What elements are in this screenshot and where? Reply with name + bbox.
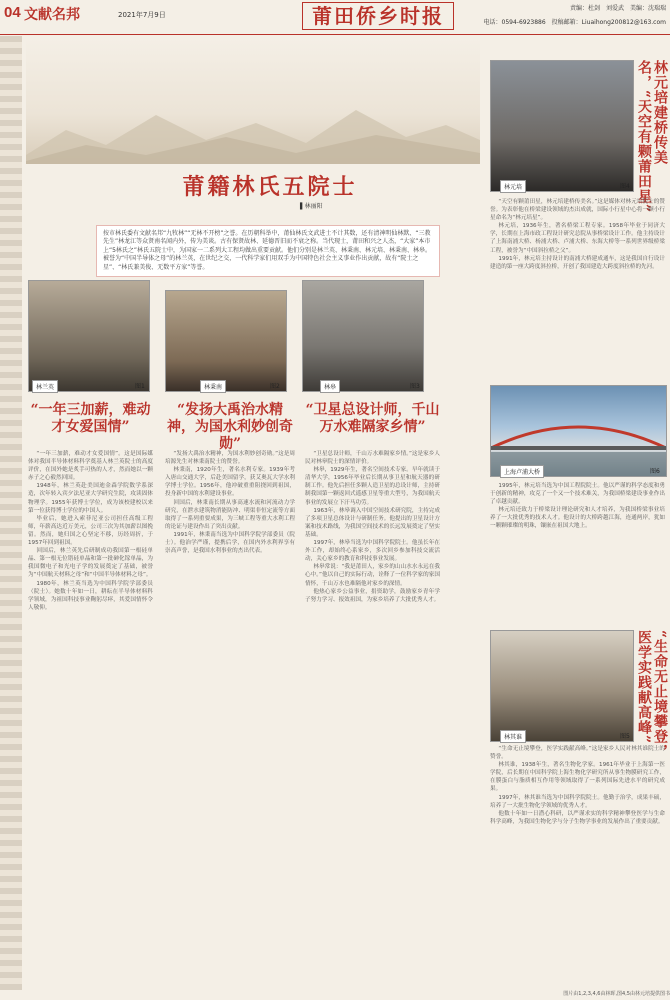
caption-bridge: 上海卢浦大桥 (500, 465, 544, 478)
headline-lin-qishui: “生命无止境攀登，医学实践献高峰” (636, 630, 668, 760)
headline-lin-gao: “卫星总设计师，千山万水难隔家乡情” (305, 402, 440, 435)
article-title: 莆籍林氏五院士 (182, 174, 358, 200)
article-byline: ▌林丽阳 (300, 203, 323, 210)
fig-1: 图1 (135, 383, 145, 390)
caption-lin-yuanpei: 林元培 (500, 180, 526, 193)
body-lin-qishui: “生命无止境攀登，医学实践献高峰。”这是家乡人民对林其谁院士的赞誉。 林其谁，1938年生，著名生物化学家。1961年毕业于上海第一医学院，后长期在中国科学院上海生物化学研究所从事生物膜研究工作，在膜蛋白与脂质相互作用等领域取得了一系列国际先进水平的研究成果。 1997年，林其谁当选为中国科学院院士。他勤于治学，成果丰硕，培养了一大批生物化学领域的优秀人才。 他数十年如一日潜心科研，以严谨求实的科学精神攀登医学与生命科学高峰，为我国生物化学与分子生物学事业的发展作出了重要贡献。 (490, 746, 665, 825)
masthead-logo: 莆田侨乡时报 (302, 2, 454, 30)
caption-lin-bingnan: 林秉南 (200, 380, 226, 393)
headline-lin-bingnan: “发扬大禹治水精神，为国水利妙创奇勋” (167, 402, 293, 452)
photo-lin-gao (302, 280, 424, 392)
landscape-hills (26, 95, 480, 164)
body-lin-bingnan: “发扬大禹治水精神，为国水利妙创奇勋。”这是周培源先生对林秉南院士的赞誉。 林秉南，1920年生，著名水利专家。1939年考入唐山交通大学，后赴美国留学，获艾奥瓦大学水利学博士学位。1956年，他冲破重重阻挠回到祖国，投身新中国的水利建设事业。 回国后，林秉南长期从事高速水流和河流动力学研究，在泄水建筑物消能防冲、明渠非恒定流等方面取得了一系列重要成果，为三峡工程等重大水利工程的论证与建设作出了突出贡献。 1991年，林秉南当选为中国科学院学部委员（院士）。他治学严谨，提携后学，在国内外水利界享有崇高声誉，是我国水利事业的杰出代表。 (165, 451, 295, 555)
issue-date: 2021年7月9日 (118, 11, 166, 19)
fig-6: 图6 (650, 468, 660, 475)
photo-lin-lanying (28, 280, 150, 392)
body-lin-yuanpei-bottom: 1995年，林元培当选为中国工程院院士。他以严谨的科学态度和勇于创新的精神，攻克了一个又一个技术难关，为我国桥梁建设事业作出了卓越贡献。 林元培还致力于桥梁设计理论研究和人才培养，为我国桥梁事业培养了一大批优秀的技术人才。他设计的大桥跨越江海，连通两岸，犹如一颗颗璀璨的明珠，镶嵌在祖国大地上。 (490, 483, 665, 530)
page-number: 04 (4, 4, 21, 21)
section-title: 文献名邦 (24, 7, 80, 23)
headline-lin-lanying: “一年三加薪，难动才女爱国情” (30, 402, 151, 435)
fig-3: 图3 (410, 383, 420, 390)
caption-lin-lanying: 林兰英 (32, 380, 58, 393)
fig-4: 图4 (620, 183, 630, 190)
photo-bridge (490, 385, 667, 477)
headline-lin-yuanpei: 林元培建桥传美名，“天空有颗莆田星” (636, 60, 668, 214)
left-border (0, 36, 22, 990)
photo-lin-bingnan (165, 290, 287, 392)
body-lin-yuanpei-top: “天空有颗莆田星，林元培建桥传美名。”这是媒体对林元培院士的赞誉。为表彰他在桥梁建设领域的杰出成就，国际小行星中心将一颗小行星命名为“林元培星”。 林元培，1936年生，著名桥梁工程专家。1958年毕业于同济大学，长期在上海市政工程设计研究总院从事桥梁设计工作。他主持设计了上海南浦大桥、杨浦大桥、卢浦大桥、东海大桥等一系列世界级桥梁工程，被誉为“中国斜拉桥之父”。 1991年，林元培主持设计的南浦大桥建成通车，这是我国自行设计建造的第一座大跨度斜拉桥，开创了我国建造大跨度斜拉桥的先河。 (490, 199, 665, 270)
article-intro: 按市林氏委有文献名邦“九牧林”“无林不开榜”之誉。在历朝科举中，莆仙林氏文武进士不计其数，还有清神明仙林默、“三教先生”林龙江等众贤南名闻内外，传为美谈。古有保贤故林、延德晋旧而不衰之称。当代现士，莆田和兴之人杰，“大家”本市上“5林氏之”林氏五院士中，为国家一二系列大工程均做出重要贡献。他们分别是林兰英、林秉南、林元培、林秉南、林皋。被誉为“中国半导体之母”的林兰英，在世纪之交，一代科学家们用双手为中国特色社会主义事业作出贡献，故有“院士之星”、“林氏兼美俊、无数平方家”等誉。 (96, 225, 440, 277)
photo-lin-qishui (490, 630, 634, 742)
body-lin-lanying: “一年三加薪，难动才女爱国情”。这是国际媒体对我国半导体材料科学奠基人林兰英院士的高度评价，在国外她是炙手可热的人才，然而她以一颗赤子之心毅然回国。 1948年，林兰英赴美国迪金森学院数学系深造，次年转入宾夕法尼亚大学研究生院，攻读固体物理学。1955年获博士学位，成为该校建校以来第一位获得博士学位的中国人。 毕业后，她进入索菲尼亚公司担任高级工程师，年薪高达近万美元，公司三次为其加薪以图挽留。然而，她归国之心坚定不移，历经周折，于1957年回到祖国。 回国后，林兰英先后研制成功我国第一根硅单晶、第一根无位错硅单晶和第一批砷化镓单晶，为我国微电子和光电子学的发展奠定了基础，被誉为“中国航天材料之母”和“中国半导体材料之母”。 1980年，林兰英当选为中国科学院学部委员（院士）。她数十年如一日，耕耘在半导体材料科学领域，为祖国科技事业鞠躬尽瘁，其爱国情怀令人敬仰。 (28, 451, 153, 611)
caption-lin-qishui: 林其谁 (500, 730, 526, 743)
fig-5: 图5 (620, 733, 630, 740)
editors-line: 责编：杜剑 刘爱武 美编：沈瑞瑞 (569, 5, 666, 12)
fig-2: 图2 (270, 383, 280, 390)
contact-line: 电话：0594-6923886 投稿邮箱：Liuaihong200812@163.com (483, 19, 666, 26)
photo-credit: 图片由1,2,3,4,6由林晖,图4,5由林元培提供图书 (563, 991, 670, 997)
body-lin-gao: “卫星总设计师，千山万水难隔家乡情。”这是家乡人民对林皋院士的深情评价。 林皋，1929年生，著名空间技术专家。早年就读于清华大学，1956年毕业后长期从事卫星和航天器的研制工作。他先后担任多颗人造卫星的总设计师，主持研制我国第一颗返回式遥感卫星等重大型号，为我国航天事业的发展立下汗马功劳。 1963年，林皋调入中国空间技术研究院，主持完成了多项卫星总体设计与研制任务。他提出的卫星设计方案和技术路线，为我国空间技术的长远发展奠定了坚实基础。 1997年，林皋当选为中国科学院院士。他虽长年在外工作，却始终心系家乡，多次回乡参加科技交流活动，关心家乡的教育和科技事业发展。 林皋常说：“我是莆田人，家乡的山山水水永远在我心中。”他以自己的实际行动，诠释了一位科学家的家国情怀，千山万水也难隔他对家乡的深情。 他热心家乡公益事业，捐资助学，鼓励家乡青年学子努力学习、报效祖国，为家乡培养了大批优秀人才。 (305, 451, 440, 603)
photo-lin-yuanpei (490, 60, 634, 192)
caption-lin-gao: 林皋 (320, 380, 340, 393)
